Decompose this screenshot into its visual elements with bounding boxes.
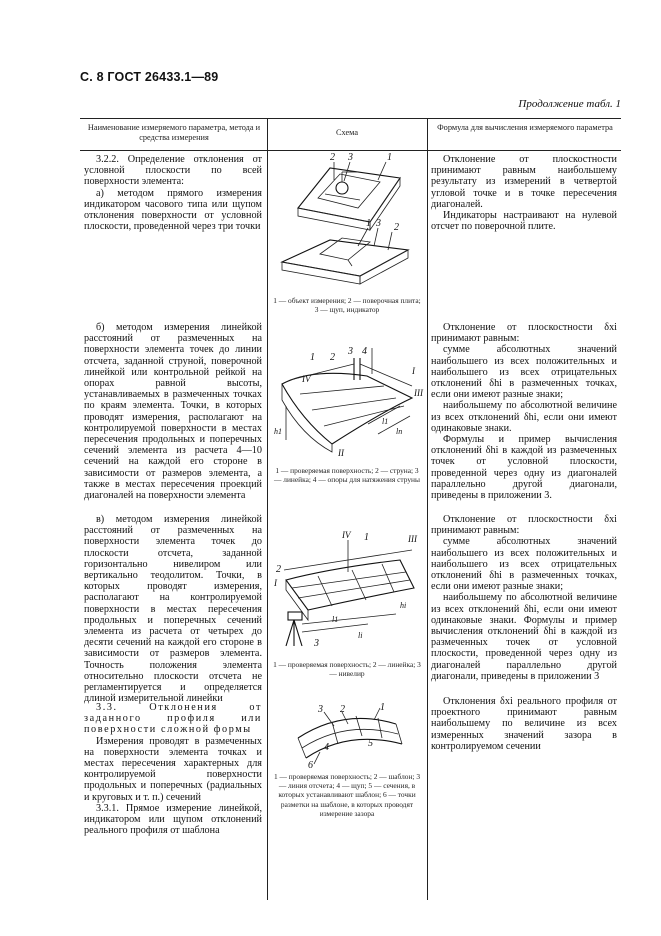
figure-4-caption: 1 — проверяемая поверхность; 2 — шаблон; 3 — линия отсчета; 4 — щуп; 5 — сечения, в которых устанавливают шаблон; 6 — точки разметки на шаблоне, в которых проводят измерение зазора xyxy=(273,772,421,818)
fig1-label-2-top: 2 xyxy=(330,152,335,163)
fig3-label-i: I xyxy=(274,578,277,588)
fig4-label-1: 1 xyxy=(380,702,385,713)
row1-formula-p2: Индикаторы настраивают на нулевой отсчет по поверочной плите. xyxy=(431,210,617,233)
fig2-label-h1: h1 xyxy=(274,427,282,436)
row4-section-heading: 3.3. Отклонения от заданного профиля или поверхности сложной формы xyxy=(84,702,262,736)
fig1-label-1-bottom: 1 xyxy=(366,218,371,229)
figure-1-caption: 1 — объект измерения; 2 — поверочная плита; 3 — щуп, индикатор xyxy=(273,296,421,315)
fig4-arc-template xyxy=(298,716,402,758)
fig3-label-iii: III xyxy=(408,534,417,544)
fig3-label-1: 1 xyxy=(364,532,369,543)
fig2-label-1: 1 xyxy=(310,352,315,363)
row3-formula-p3: наибольшему по абсолютной величине из всех отклонений δhi, если они имеют одинаковые знаки. Формулы и пример вычисления отклонений δhi в каждой из размеченных точек от условной плоскости, проведенной через одну из диагоналей параллельно другой диагонали, приведены в приложении 3 xyxy=(431,592,617,682)
fig4-label-6: 6 xyxy=(308,760,313,770)
table-top-rule xyxy=(80,118,621,119)
fig2-label-4: 4 xyxy=(362,346,367,357)
page-header: С. 8 ГОСТ 26433.1—89 xyxy=(80,70,219,84)
row4-method xyxy=(84,702,262,836)
fig2-label-2: 2 xyxy=(330,352,335,363)
column-divider-1 xyxy=(267,118,268,900)
row3-formula-p1: Отклонение от плоскостности δxi принимают равным: xyxy=(431,514,617,537)
figure-2-caption: 1 — проверяемая поверхность; 2 — струна; 3 — линейка; 4 — опоры для натяжения струны xyxy=(274,466,420,485)
fig2-label-iii: III xyxy=(414,388,423,398)
fig1-label-3-bottom: 3 xyxy=(376,218,381,229)
fig3-label-2: 2 xyxy=(276,564,281,575)
fig2-label-3: 3 xyxy=(348,346,353,357)
fig3-label-3: 3 xyxy=(314,638,319,649)
fig4-label-4: 4 xyxy=(324,742,329,753)
column-header-method: Наименование измеряемого параметра, метода и средства измерения xyxy=(87,123,261,142)
row1-method xyxy=(84,154,262,232)
fig4-label-5: 5 xyxy=(368,738,373,749)
row4-method-p2: Измерения проводят в размеченных на поверхности элемента точках и местах пересечения характерных для контролируемой поверхности продольных и поперечных (радиальных и круговых и т. п.) сечений xyxy=(84,735,262,803)
row2-formula-p3: наибольшему по абсолютной величине из всех отклонений δhi, если они имеют одинаковые знаки. xyxy=(431,400,617,434)
row2-method xyxy=(84,322,262,501)
fig3-label-iv: IV xyxy=(342,530,351,540)
row4-method-p3: 3.3.1. Прямое измерение линейкой, индикатором или щупом отклонений реального профиля от шаблона xyxy=(84,802,262,837)
row4-formula-p1: Отклонения δxi реального профиля от проектного принимают равным наибольшему по величине из всех измеренных значений зазора в контролируемом сечении xyxy=(431,696,617,752)
table-continuation-label: Продолжение табл. 1 xyxy=(518,98,621,110)
fig2-label-i: I xyxy=(412,366,415,376)
fig3-label-hi: hi xyxy=(400,601,407,610)
row3-method xyxy=(84,514,262,704)
fig1-label-1-top: 1 xyxy=(387,152,392,163)
fig2-label-ln: ln xyxy=(396,427,403,436)
fig4-label-3: 3 xyxy=(318,704,323,715)
fig2-dimensions xyxy=(286,406,410,440)
figure-2-string-line-method xyxy=(272,340,424,460)
row1-method-p2: а) методом прямого измерения индикатором часового типа или щупом отклонения поверхности от условной плоскости, проведенной через три точки xyxy=(84,187,262,233)
fig2-label-l1: l1 xyxy=(382,417,389,426)
fig3-dimensions xyxy=(302,614,396,632)
fig2-label-ii: II xyxy=(338,448,344,458)
fig1-bottom-leaders xyxy=(358,228,392,250)
row3-formula xyxy=(431,514,617,682)
fig3-label-li: li xyxy=(358,631,363,640)
fig1-top-assembly xyxy=(298,168,400,230)
row2-formula-p2: сумме абсолютных значений наибольшего из всех положительных и наибольшего из всех отрицательных отклонений δhi в размеченных точках, если они имеют разные знаки; xyxy=(431,344,617,401)
figure-3-level-method xyxy=(272,528,424,656)
figure-3-caption: 1 — проверяемая поверхность; 2 — линейка; 3 — нивелир xyxy=(273,660,421,679)
fig3-level-instrument xyxy=(286,612,302,646)
fig4-label-2: 2 xyxy=(340,704,345,715)
row3-method-p1: в) методом измерения линейкой расстояний от размеченных на поверхности элемента точек до плоскости отсчета, заданной горизонтально нивелиром или вертикально теодолитом. Точки, в которых проводят измерения, располагают на контролируемой поверхности в местах пересечения продольных и поперечных сечений элемента из расчета от четырех до десяти сечений на каждой его стороне в зависимости от размеров элемента. Точность положения элемента относительно плоскости отсчета не регламентируется и определяется длиной измерительной линейки xyxy=(84,514,262,705)
row1-method-p1: 3.2.2. Определение отклонения от условной плоскости по всей поверхности элемента: xyxy=(84,154,262,188)
row2-formula xyxy=(431,322,617,501)
fig3-label-l1: l1 xyxy=(332,615,339,624)
row2-formula-p4: Формулы и пример вычисления отклонений δhi в каждой из размеченных точек от условной плоскости, проведенной через одну из диагоналей параллельно другой диагонали, приведены в приложении 3. xyxy=(431,434,617,502)
column-header-formula: Формула для вычисления измеряемого параметра xyxy=(437,123,613,132)
row3-formula-p2: сумме абсолютных значений наибольшего из всех положительных и наибольшего из всех отрицательных отклонений δhi в размеченных точках, если они имеют разные знаки; xyxy=(431,536,617,593)
row1-formula xyxy=(431,154,617,232)
row1-formula-p1: Отклонение от плоскостности принимают равным наибольшему результату из измерений в четвертой угловой точке и в точке пересечения диагоналей. xyxy=(431,154,617,210)
row4-formula xyxy=(431,696,617,752)
figure-4-template-method xyxy=(284,702,412,770)
fig1-label-2-bottom: 2 xyxy=(394,222,399,233)
fig2-label-iv: IV xyxy=(302,374,311,384)
fig2-surface xyxy=(282,373,412,452)
fig3-surface xyxy=(286,560,414,620)
column-header-scheme: Схема xyxy=(335,128,359,137)
fig4-leaders xyxy=(314,708,380,764)
row2-formula-p1: Отклонение от плоскостности δxi принимают равным: xyxy=(431,322,617,345)
row2-method-p1: б) методом измерения линейкой расстояний от размеченных на поверхности элемента точек до линии отсчета, заданной струной, поверочной линейкой или контрольной рейкой на опорах равной высоты, устанавливаемых в размеченных точках по краям элемента. Точки, в которых проводят измерения, располагают на контролируемой поверхности в местах пересечения продольных и поперечных сечений элемента из расчета 4—10 сечений на каждой его стороне в зависимости от размеров элемента, а также в местах пересечения проекций диагоналей на поверхности элемента xyxy=(84,322,262,502)
column-divider-2 xyxy=(427,118,428,900)
fig1-label-3-top: 3 xyxy=(348,152,353,163)
